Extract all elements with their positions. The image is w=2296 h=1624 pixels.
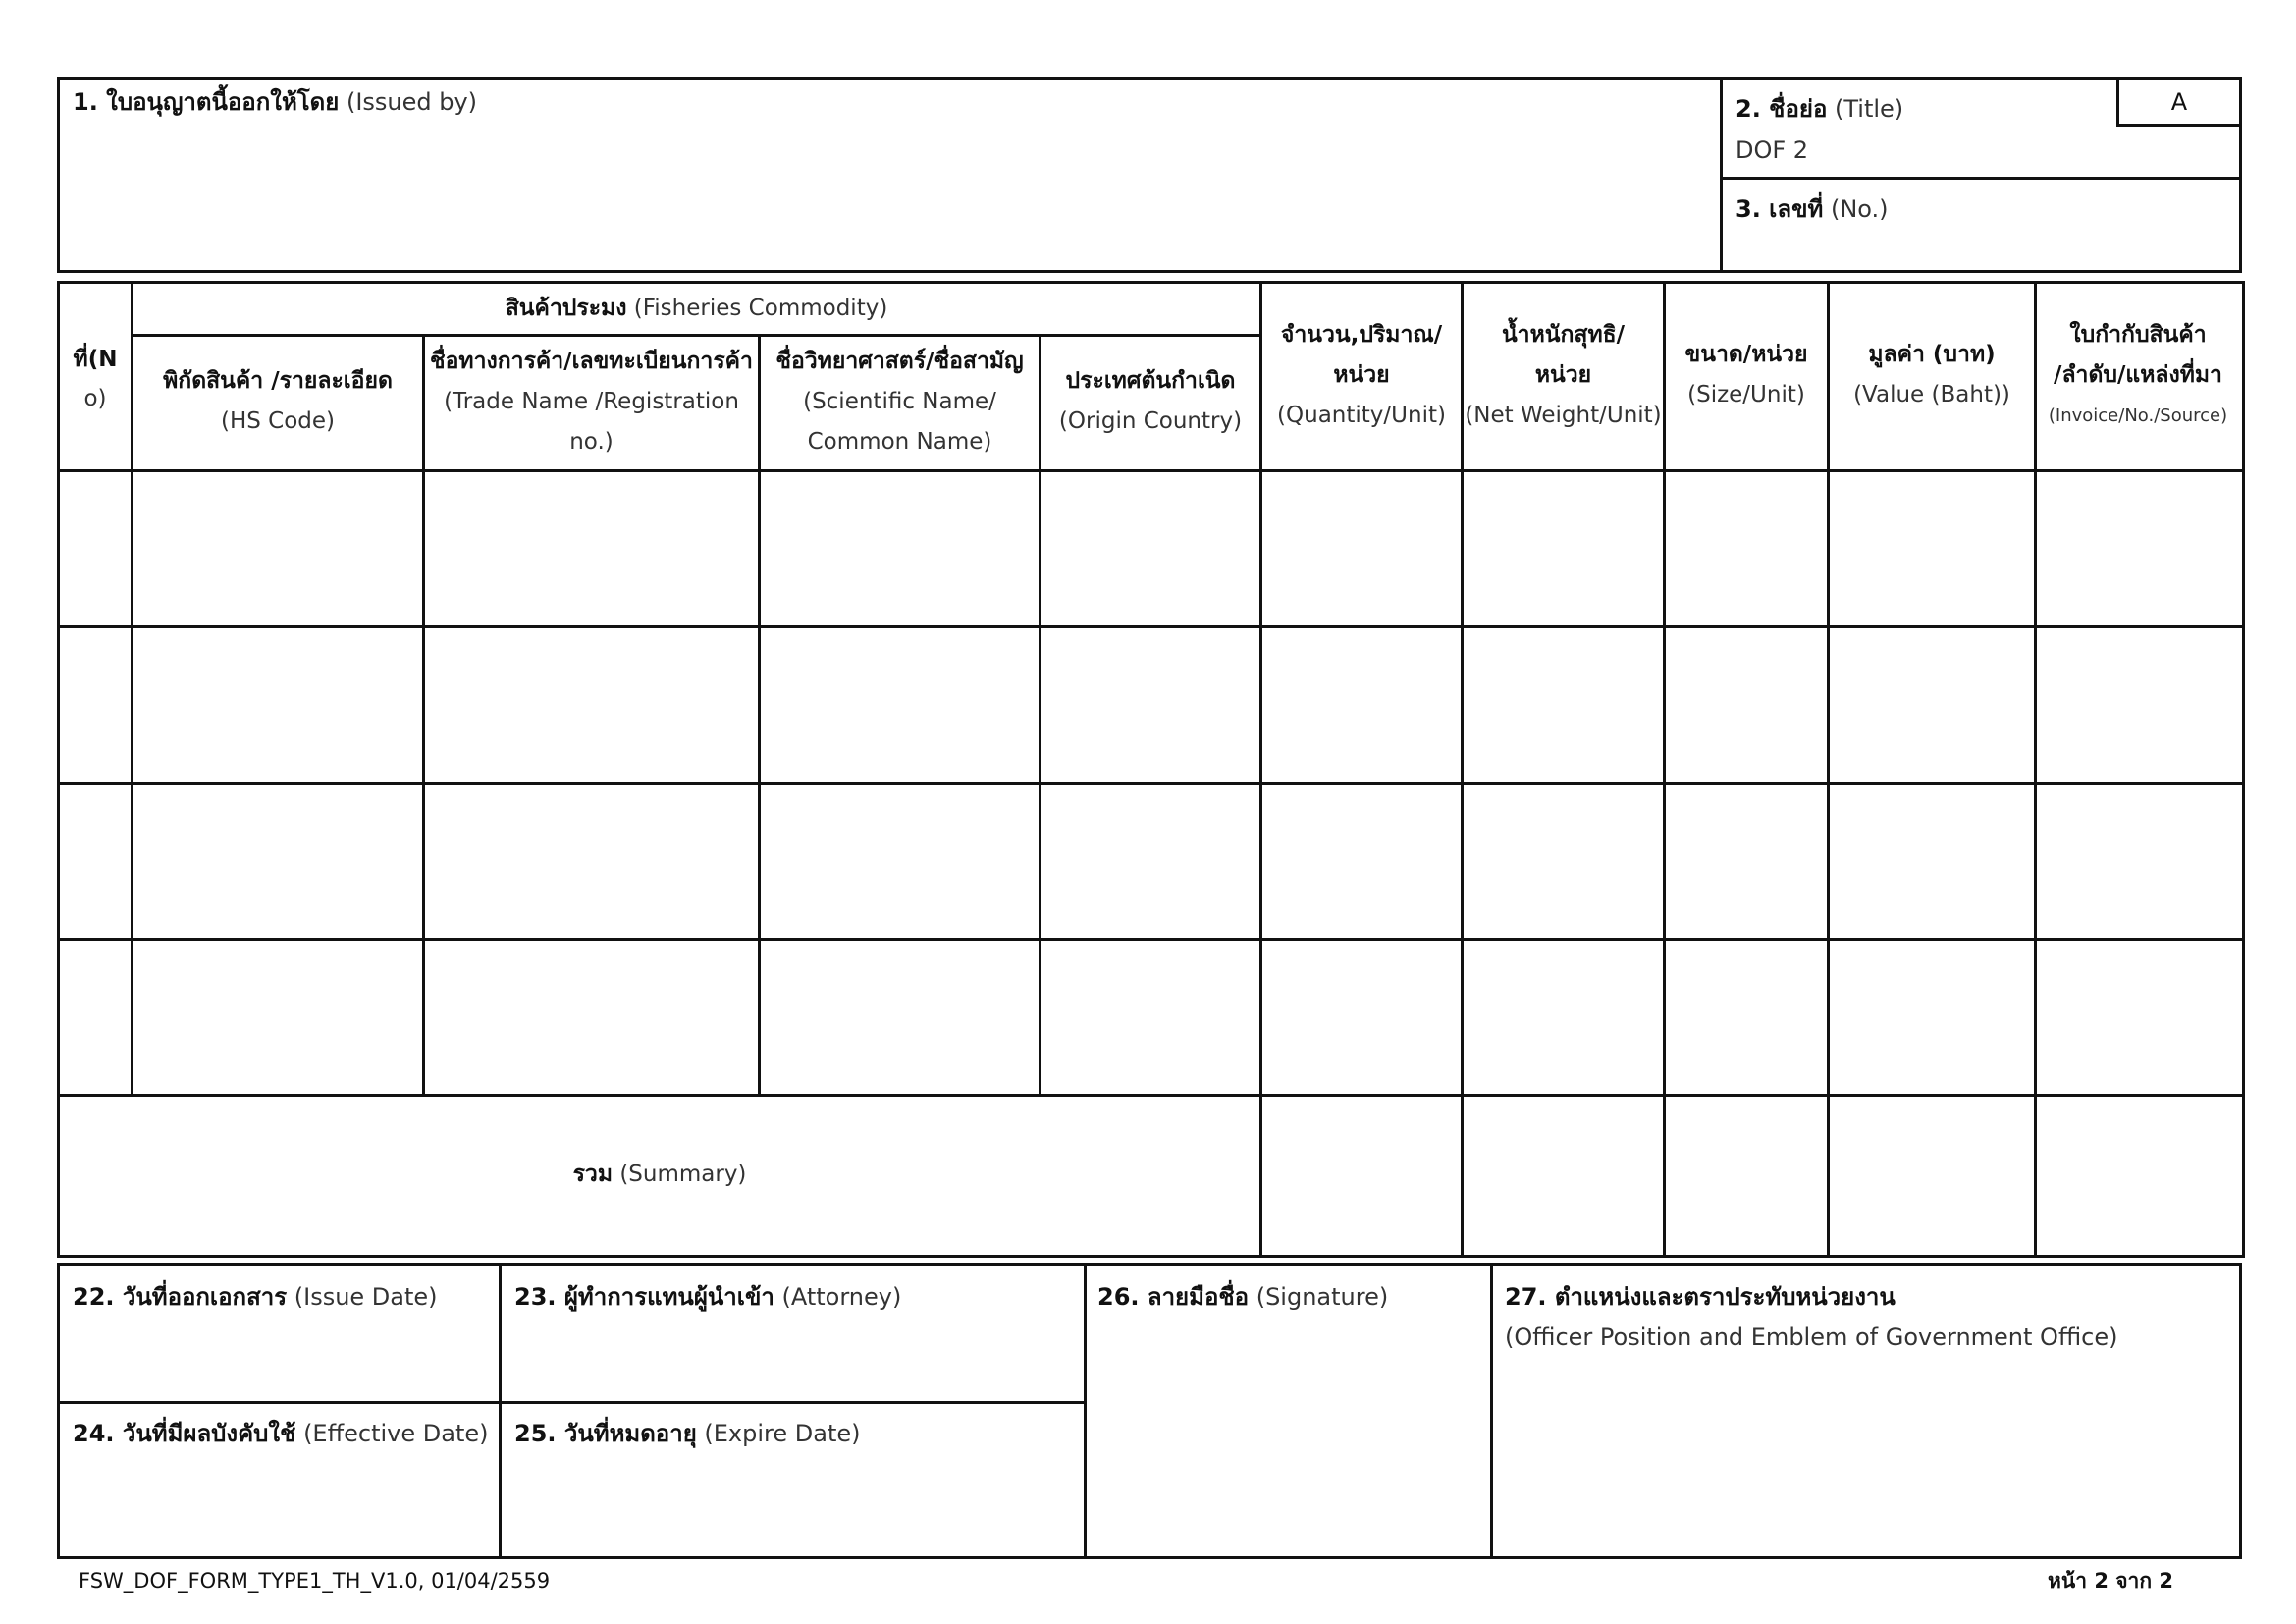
summary-cell	[1463, 1096, 1665, 1257]
row-cell	[1041, 627, 1261, 784]
row-cell	[1463, 940, 1665, 1096]
row-cell	[760, 784, 1041, 940]
page-number: หน้า 2 จาก 2	[2048, 1569, 2173, 1593]
officer-position-label: 27. ตำแหน่งและตราประทับหน่วยงาน	[1505, 1283, 1896, 1311]
row-cell	[1665, 940, 1829, 1096]
row-cell	[1665, 784, 1829, 940]
row-cell	[1665, 627, 1829, 784]
row-cell	[424, 940, 760, 1096]
table-row	[59, 784, 2244, 940]
row-cell	[1829, 471, 2036, 627]
row-cell	[133, 940, 424, 1096]
footer-divider-2	[1084, 1263, 1087, 1559]
row-cell	[760, 471, 1041, 627]
value-header: มูลค่า (บาท) (Value (Baht))	[1853, 342, 2010, 407]
row-cell	[1463, 784, 1665, 940]
table-row	[59, 471, 2244, 627]
summary-cell	[1665, 1096, 1829, 1257]
row-cell	[59, 471, 133, 627]
row-cell	[1463, 471, 1665, 627]
row-cell	[1829, 627, 2036, 784]
footer-divider-1	[499, 1263, 502, 1559]
row-cell	[1261, 471, 1463, 627]
summary-cell	[2036, 1096, 2244, 1257]
summary-cell	[1829, 1096, 2036, 1257]
quantity-header: จำนวน,ปริมาณ/ หน่วย (Quantity/Unit)	[1277, 321, 1446, 428]
row-cell	[133, 784, 424, 940]
summary-cell	[1261, 1096, 1463, 1257]
row-cell	[1041, 784, 1261, 940]
row-cell	[59, 940, 133, 1096]
title-value: DOF 2	[1735, 136, 1809, 164]
form-code: FSW_DOF_FORM_TYPE1_TH_V1.0, 01/04/2559	[79, 1569, 551, 1593]
issue-date-label: 22. วันที่ออกเอกสาร (Issue Date)	[73, 1283, 438, 1311]
summary-label: รวม (Summary)	[572, 1161, 747, 1187]
row-cell	[1041, 471, 1261, 627]
page-letter: A	[2170, 88, 2188, 116]
row-cell	[1261, 627, 1463, 784]
row-cell	[1665, 471, 1829, 627]
row-cell	[59, 627, 133, 784]
row-cell	[2036, 940, 2244, 1096]
origin-country-header: ประเทศต้นกำเนิด (Origin Country)	[1058, 368, 1243, 434]
row-cell	[1463, 627, 1665, 784]
row-cell	[2036, 471, 2244, 627]
row-cell	[424, 627, 760, 784]
row-cell	[2036, 784, 2244, 940]
row-cell	[1041, 940, 1261, 1096]
net-weight-header: น้ำหนักสุทธิ/ หน่วย (Net Weight/Unit)	[1465, 321, 1662, 428]
row-cell	[2036, 627, 2244, 784]
commodity-group-header: สินค้าประมง (Fisheries Commodity)	[505, 295, 888, 321]
row-cell	[1829, 784, 2036, 940]
effective-date-label: 24. วันที่มีผลบังคับใช้ (Effective Date)	[73, 1420, 489, 1447]
row-cell	[424, 471, 760, 627]
row-cell	[1261, 940, 1463, 1096]
footer-divider-3	[1490, 1263, 1493, 1559]
title-label: 2. ชื่อย่อ (Title)	[1735, 95, 1904, 123]
footer-divider-horizontal	[57, 1401, 1087, 1404]
invoice-header: ใบกำกับสินค้า /ลำดับ/แหล่งที่มา (Invoice/No./Source)	[2048, 321, 2228, 426]
size-header: ขนาด/หน่วย (Size/Unit)	[1684, 342, 1808, 407]
row-cell	[1829, 940, 2036, 1096]
header-divider-vertical	[1720, 77, 1723, 273]
row-cell	[133, 627, 424, 784]
row-cell	[59, 784, 133, 940]
table-row	[59, 627, 2244, 784]
row-cell	[424, 784, 760, 940]
row-cell	[760, 940, 1041, 1096]
row-cell	[1261, 784, 1463, 940]
hs-code-header: พิกัดสินค้า /รายละเอียด (HS Code)	[163, 368, 393, 434]
header-divider-horizontal	[1720, 177, 2242, 180]
signature-label: 26. ลายมือชื่อ (Signature)	[1097, 1283, 1389, 1311]
row-cell	[760, 627, 1041, 784]
table-row	[59, 940, 2244, 1096]
scientific-name-header: ชื่อวิทยาศาสตร์/ชื่อสามัญ (Scientific Name/ Common Name)	[775, 348, 1024, 455]
attorney-label: 23. ผู้ทำการแทนผู้นำเข้า (Attorney)	[514, 1283, 902, 1311]
no-column-header: ที่(N o)	[73, 347, 118, 411]
trade-name-header: ชื่อทางการค้า/เลขทะเบียนการค้า (Trade Name /Registration no.)	[430, 348, 753, 455]
issued-by-label: 1. ใบอนุญาตนี้ออกให้โดย (Issued by)	[73, 88, 478, 116]
expire-date-label: 25. วันที่หมดอายุ (Expire Date)	[514, 1420, 861, 1447]
number-label: 3. เลขที่ (No.)	[1735, 195, 1889, 223]
officer-position-label-en: (Officer Position and Emblem of Government Office)	[1505, 1324, 2118, 1351]
row-cell	[133, 471, 424, 627]
